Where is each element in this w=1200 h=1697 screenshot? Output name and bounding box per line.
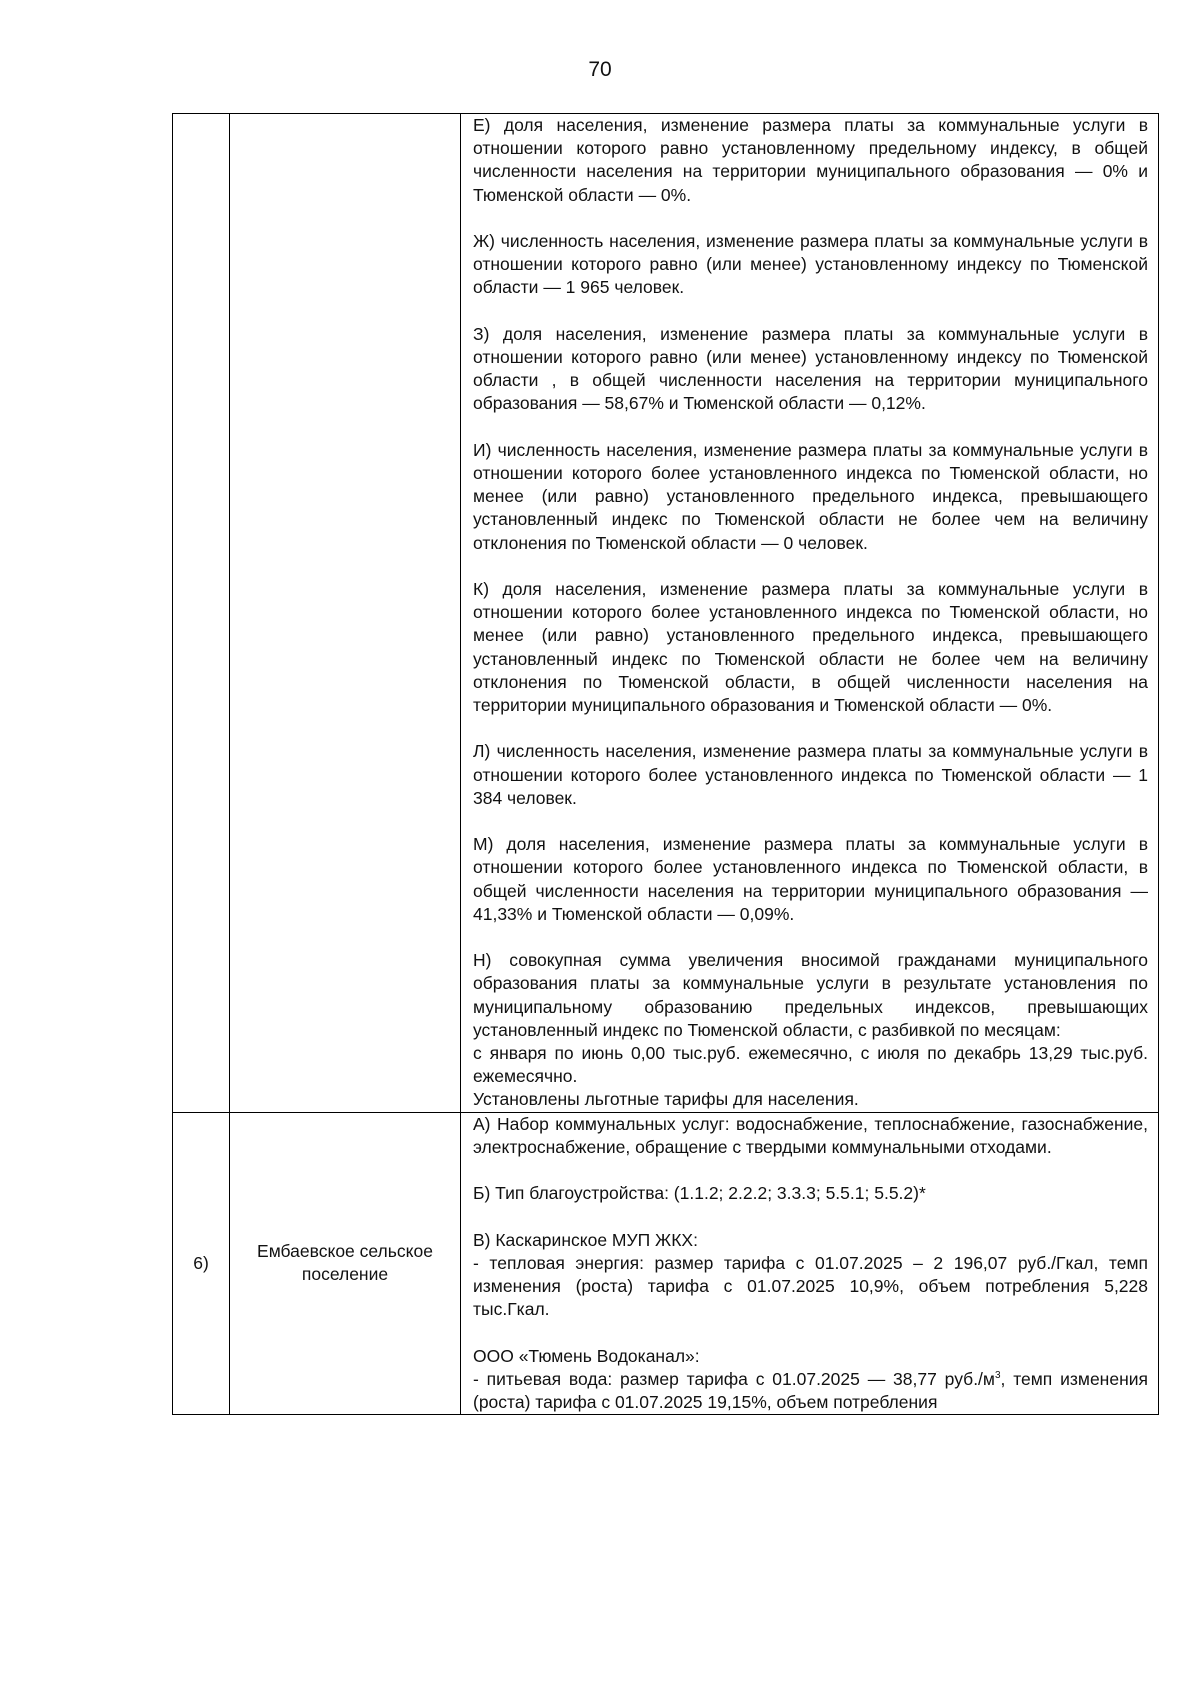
paragraph-k: К) доля населения, изменение размера платы за коммунальные услуги в отношении которого более установленного индекса по Тюменской области, но менее (или равно) установленного предельного индекса, превышающего установленный индекс по Тюменской области не более чем на величину отклонения по Тюменской области, в общей численности населения на территории муниципального образования и Тюменской области — 0%. [473,579,1148,716]
tariff-table [172,113,1159,1415]
paragraph-e: Е) доля населения, изменение размера платы за коммунальные услуги в отношении которого равно установленному предельному индексу, в общей численности населения на территории муниципального образования — 0% и Тюменской области — 0%. [473,115,1148,205]
paragraph-n [473,949,1148,1111]
municipality-name-line2: поселение [301,1264,389,1285]
monthly-breakdown: с января по июнь 0,00 тыс.руб. ежемесячно, с июля по декабрь 13,29 тыс.руб. ежемесячно. [473,1043,1148,1087]
municipality-name-line1: Ембаевское сельское [257,1241,433,1262]
paragraph-b-improvement: Б) Тип благоустройства: (1.1.2; 2.2.2; 3.3.3; 5.5.1; 5.5.2)* [473,1183,926,1204]
heat-tariff: - тепловая энергия: размер тарифа с 01.07.2025 – 2 196,07 руб./Гкал, темп изменения (роста) тарифа с 01.07.2025 10,9%, объем потребления 5,228 тыс.Гкал. [473,1252,1148,1320]
water-tariff-part1: - питьевая вода: размер тарифа с 01.07.2025 — 38,77 руб./м [473,1368,995,1389]
preferential-tariffs-note: Установлены льготные тарифы для населения. [473,1089,859,1110]
page-number: 70 [588,58,612,81]
cubic-superscript: 3 [994,1369,1001,1381]
heat-provider: В) Каскаринское МУП ЖКХ: [473,1229,698,1250]
paragraph-n-text: Н) совокупная сумма увеличения вносимой гражданами муниципального образования платы за коммунальные услуги в результате установления по муниципальному образованию предельных индексов, превышающих установленный индекс по Тюменской области, с разбивкой по месяцам: [473,950,1148,1040]
paragraph-a-services: А) Набор коммунальных услуг: водоснабжение, теплоснабжение, газоснабжение, электроснабжение, обращение с твердыми коммунальными отходами. [473,1113,1148,1157]
description-cell-row6 [461,1112,1159,1415]
paragraph-v-heat [473,1229,1148,1322]
water-tariff-part2: , темп изменения (роста) тарифа с 01.07.2025 19,15%, объем потребления [473,1368,1148,1413]
water-provider: ООО «Тюмень Водоканал»: [473,1345,700,1366]
paragraph-zh: Ж) численность населения, изменение размера платы за коммунальные услуги в отношении которого равно (или менее) установленному индексу по Тюменской области — 1 965 человек. [473,231,1148,298]
table-row-6 [173,1112,1159,1415]
paragraph-z: З) доля населения, изменение размера платы за коммунальные услуги в отношении которого равно (или менее) установленному индексу по Тюменской области , в общей численности населения на территории муниципального образования — 58,67% и Тюменской области — 0,12%. [473,323,1148,414]
water-tariff [473,1368,1148,1414]
table-row-continued [173,114,1159,1113]
number-cell-empty [173,114,230,1113]
row-number: 6) [173,1112,230,1415]
description-cell [461,114,1159,1113]
municipality-name [230,1112,461,1415]
paragraph-i: И) численность населения, изменение размера платы за коммунальные услуги в отношении которого более установленного индекса по Тюменской области, но менее (или равно) установленного предельного индекса, превышающего установленный индекс по Тюменской области не более чем на величину отклонения по Тюменской области — 0 человек. [473,439,1148,553]
paragraph-water [473,1345,1148,1415]
paragraph-l: Л) численность населения, изменение размера платы за коммунальные услуги в отношении которого более установленного индекса по Тюменской области — 1 384 человек. [473,741,1148,808]
name-cell-empty [230,114,461,1113]
paragraph-m: М) доля населения, изменение размера платы за коммунальные услуги в отношении которого более установленного индекса по Тюменской области, в общей численности населения на территории муниципального образования — 41,33% и Тюменской области — 0,09%. [473,834,1148,924]
